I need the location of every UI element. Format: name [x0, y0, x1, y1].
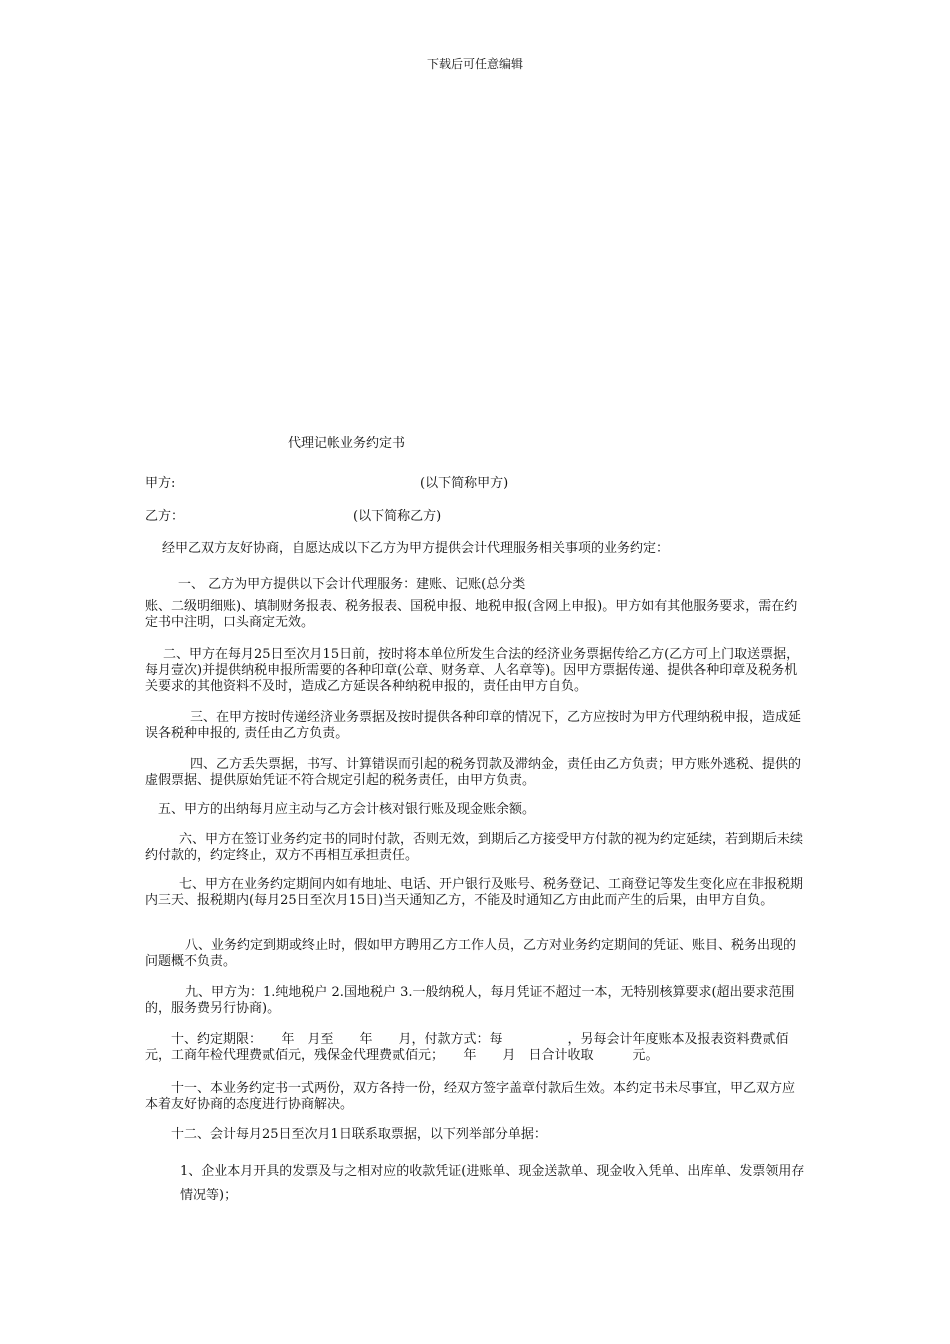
clause-3: 三、在甲方按时传递经济业务票据及按时提供各种印章的情况下，乙方应按时为甲方代理纳税申报，造成延误各税种申报的, 责任由乙方负责。 [145, 710, 802, 741]
document-title: 代理记帐业务约定书 [288, 436, 406, 451]
clause-4: 四、乙方丢失票据，书写、计算错误而引起的税务罚款及滞纳金，责任由乙方负责；甲方账外逃税、提供的虚假票据、提供原始凭证不符合规定引起的税务责任，由甲方负责。 [145, 757, 802, 788]
party-a-note: (以下简称甲方) [420, 476, 509, 491]
clause-12-item-1-text: 1、企业本月开具的发票及与之相对应的收款凭证(进账单、现金送款单、现金收入凭单、出库单、发票领用存情况等)； [180, 1164, 805, 1203]
clause-1-line-1: 一、 乙方为甲方提供以下会计代理服务：建账、记账(总分类 [178, 577, 526, 592]
clause-10: 十、约定期限： 年 月至 年 月，付款方式：每 ，另每会计年度账本及报表资料费贰佰元，工商年检代理费贰佰元，残保金代理费贰佰元； 年 月 日合计收取 元。 [145, 1032, 789, 1063]
intro-paragraph: 经甲乙双方友好协商，自愿达成以下乙方为甲方提供会计代理服务相关事项的业务约定： [162, 541, 670, 556]
clause-12: 十二、会计每月25日至次月1日联系取票据，以下列举部分单据： [171, 1127, 547, 1142]
clause-8: 八、业务约定到期或终止时，假如甲方聘用乙方工作人员，乙方对业务约定期间的凭证、账目、税务出现的问题概不负责。 [145, 938, 797, 969]
clause-6: 六、甲方在签订业务约定书的同时付款，否则无效，到期后乙方接受甲方付款的视为约定延续，若到期后未续约付款的，约定终止，双方不再相互承担责任。 [145, 832, 804, 863]
clause-5: 五、甲方的出纳每月应主动与乙方会计核对银行账及现金账余额。 [158, 802, 536, 817]
party-b-note: (以下简称乙方) [353, 509, 442, 524]
clause-2: 二、甲方在每月25日至次月15日前，按时将本单位所发生合法的经济业务票据传给乙方(乙方可上门取送票据，每月壹次)并提供纳税申报所需要的各种印章(公章、财务章、人名章等)。因甲方票据传递、提供各种印章及税务机关要求的其他资料不及时，造成乙方延误各种纳税申报的，责任由甲方自负。 [145, 647, 800, 694]
clause-11: 十一、本业务约定书一式两份，双方各持一份，经双方签字盖章付款后生效。本约定书未尽事宜，甲乙双方应本着友好协商的态度进行协商解决。 [145, 1081, 796, 1112]
clause-12-item-1 [180, 1160, 805, 1208]
page-header: 下载后可任意编辑 [426, 57, 523, 71]
clause-1-line-2: 账、二级明细账)、填制财务报表、税务报表、国税申报、地税申报(含网上申报)。甲方如有其他服务要求，需在约定书中注明，口头商定无效。 [145, 599, 798, 630]
party-a-label: 甲方: [145, 476, 176, 491]
clause-9: 九、甲方为：1.纯地税户 2.国地税户 3.一般纳税人，每月凭证不超过一本，无特别核算要求(超出要求范围的，服务费另行协商)。 [145, 985, 795, 1016]
party-b-label: 乙方： [145, 509, 185, 524]
clause-7: 七、甲方在业务约定期间内如有地址、电话、开户银行及账号、税务登记、工商登记等发生变化应在非报税期内三天、报税期内(每月25日至次月15日)当天通知乙方，不能及时通知乙方由此而产生的后果，由甲方自负。 [145, 877, 804, 908]
